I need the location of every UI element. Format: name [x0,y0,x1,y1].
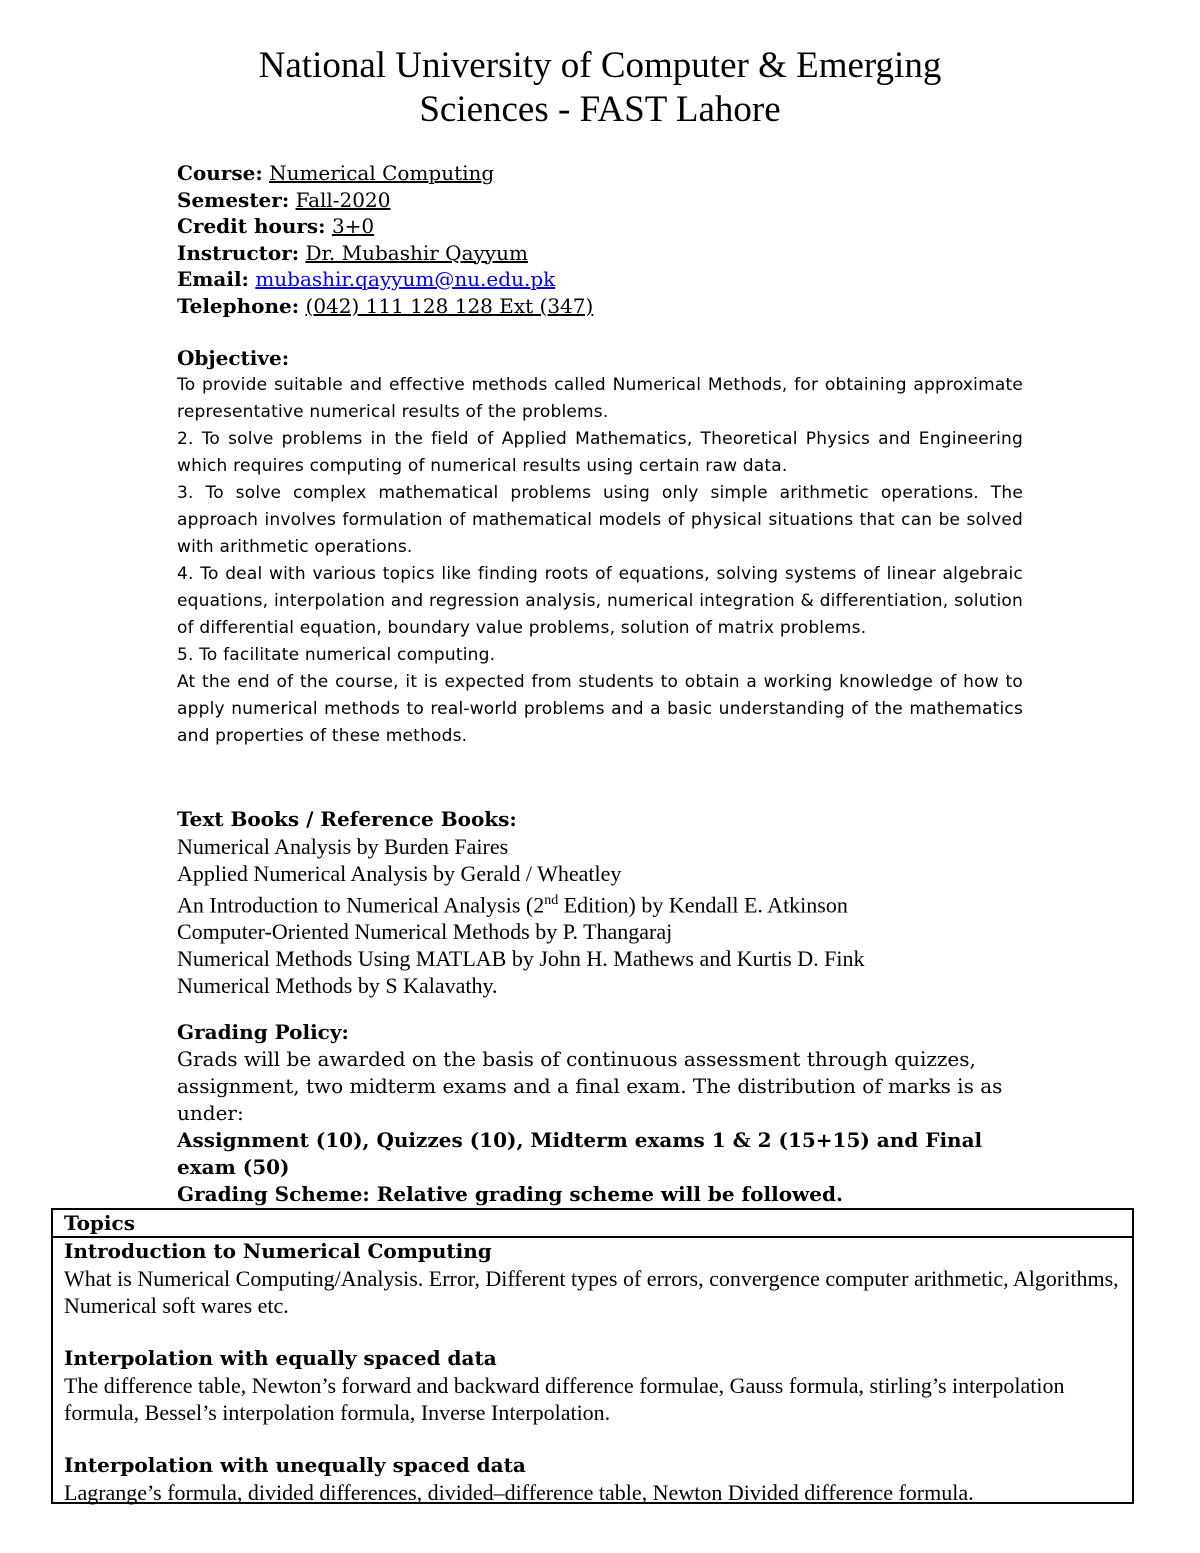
topic-description: The difference table, Newton’s forward and backward difference formulae, Gauss formula, stirling’s interpolation formula, Bessel’s interpolation formula, Inverse Interpolation. [64,1373,1065,1425]
objective-section [177,345,1023,750]
book-item [177,887,1023,918]
title-line-2: Sciences - FAST Lahore [419,89,781,130]
document-title [0,44,1200,132]
email-link[interactable]: mubashir.qayyum@nu.edu.pk [255,267,556,291]
telephone-value: (042) 111 128 128 Ext (347) [305,293,594,318]
course-row [177,160,1027,187]
topics-body [53,1238,1132,1506]
instructor-value: Dr. Mubashir Qayyum [305,240,528,265]
grading-text: Grads will be awarded on the basis of continuous assessment through quizzes, assignment, two midterm exams and a final exam. The distribution of marks is as under: [177,1047,1003,1125]
instructor-label: Instructor: [177,240,300,265]
telephone-row [177,293,1027,320]
grading-section [177,1019,1025,1208]
course-value: Numerical Computing [269,161,495,185]
objective-paragraph: 2. To solve problems in the field of Applied Mathematics, Theoretical Physics and Engineering which requires computing of numerical results using certain raw data. [177,429,1023,476]
book-item: Numerical Methods by S Kalavathy. [177,973,498,999]
topics-heading: Topics [53,1210,1132,1238]
objective-paragraph: 5. To facilitate numerical computing. [177,645,496,665]
semester-label: Semester: [177,187,290,212]
objective-heading: Objective: [177,346,290,370]
course-label: Course: [177,161,263,185]
book-item: Applied Numerical Analysis by Gerald / Wheatley [177,861,622,886]
objective-paragraph: 3. To solve complex mathematical problems using only simple arithmetic operations. The approach involves formulation of mathematical models of physical situations that can be solved with arithmetic operations. [177,483,1023,557]
semester-value: Fall-2020 [295,187,391,212]
credit-hours-row [177,213,1027,240]
instructor-row [177,240,1027,267]
topic-item [64,1345,1124,1426]
objective-paragraph: 4. To deal with various topics like finding roots of equations, solving systems of linear algebraic equations, interpolation and regression analysis, numerical integration & differentiation, solution of differential equation, boundary value problems, solution of matrix problems. [177,564,1023,638]
course-info [177,160,1027,319]
email-row [177,266,1027,293]
telephone-label: Telephone: [177,293,300,318]
book-item-superscript: nd [544,893,559,908]
topic-title: Introduction to Numerical Computing [64,1239,492,1263]
topic-item [64,1238,1124,1319]
topic-title: Interpolation with equally spaced data [64,1346,497,1370]
book-item-text: An Introduction to Numerical Analysis (2 [177,892,545,918]
credit-hours-label: Credit hours: [177,214,326,238]
topics-table [51,1208,1134,1504]
book-item-text-rest: Edition) by Kendall E. Atkinson [558,892,848,918]
grading-heading: Grading Policy: [177,1020,349,1044]
topic-description: What is Numerical Computing/Analysis. Error, Different types of errors, convergence computer arithmetic, Algorithms, Numerical soft wares etc. [64,1266,1119,1318]
credit-hours-value: 3+0 [331,214,375,238]
books-heading: Text Books / Reference Books: [177,807,517,831]
books-section [177,806,1023,999]
objective-paragraph: To provide suitable and effective methods called Numerical Methods, for obtaining approximate representative numerical results of the problems. [177,375,1023,422]
marks-distribution: Assignment (10), Quizzes (10), Midterm exams 1 & 2 (15+15) and Final exam (50) [177,1128,983,1179]
topic-title: Interpolation with unequally spaced data [64,1453,526,1477]
book-item: Computer-Oriented Numerical Methods by P. Thangaraj [177,919,673,945]
email-label: Email: [177,267,249,291]
semester-row [177,187,1027,214]
title-line-1: National University of Computer & Emerging [258,45,942,86]
book-item: Numerical Methods Using MATLAB by John H. Mathews and Kurtis D. Fink [177,946,865,972]
grading-scheme: Grading Scheme: Relative grading scheme will be followed. [177,1182,843,1206]
objective-paragraph: At the end of the course, it is expected from students to obtain a working knowledge of how to apply numerical methods to real-world problems and a basic understanding of the mathematics and properties of these methods. [177,672,1023,746]
topic-item [64,1452,1124,1506]
book-item: Numerical Analysis by Burden Faires [177,834,509,859]
topic-description: Lagrange’s formula, divided differences, divided–difference table, Newton Divided difference formula. [64,1480,974,1505]
